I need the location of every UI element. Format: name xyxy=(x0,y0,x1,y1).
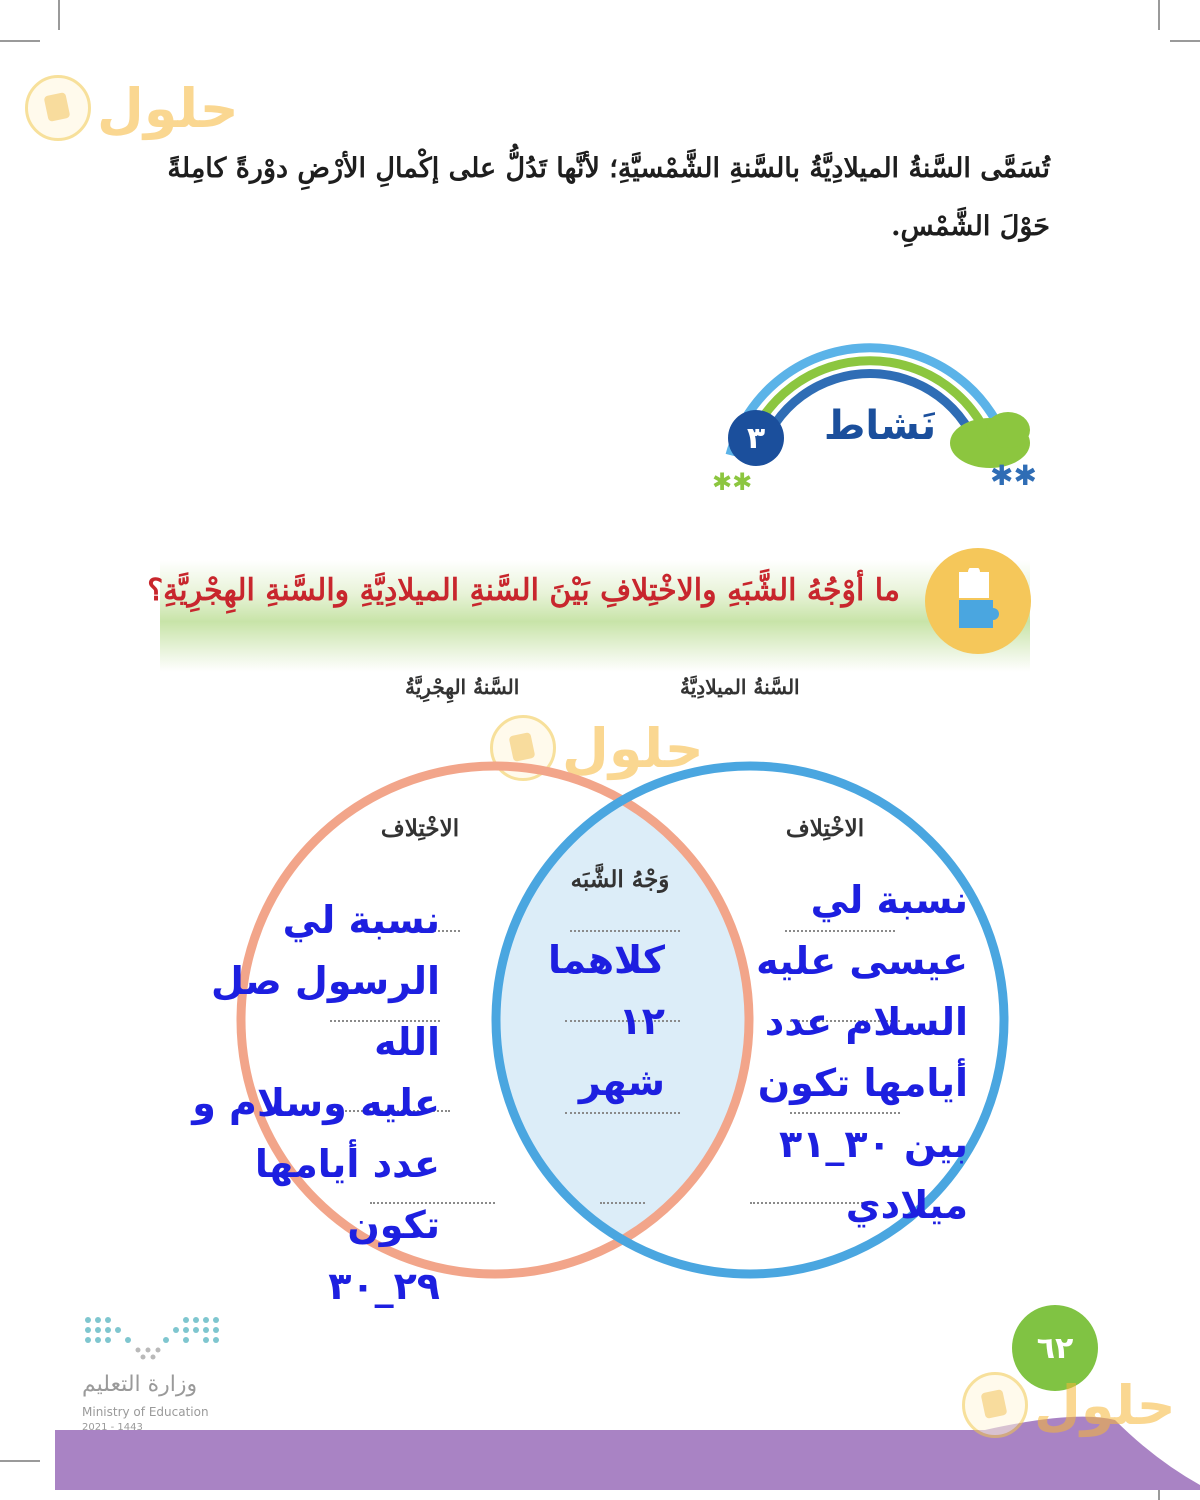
hijri-answer xyxy=(160,890,440,1317)
writing-line xyxy=(600,1202,645,1204)
watermark-text: حلول xyxy=(1034,1373,1176,1437)
answer-line: نسبة لي xyxy=(282,898,440,942)
answer-line: نسبة لي xyxy=(810,878,968,922)
svg-text:✱✱: ✱✱ xyxy=(712,468,753,496)
ministry-year: 2021 - 1443 xyxy=(82,1422,143,1433)
intro-paragraph: تُسَمَّى السَّنةُ الميلادِيَّةُ بالسَّنةِ الشَّمْسيَّةِ؛ لأنَّها تَدُلُّ على إكْمالِ الأرْضِ دوْرةً كامِلةً حَوْلَ الشَّمْسِ. xyxy=(167,153,1050,242)
activity-number-badge: ٣ xyxy=(728,410,784,466)
answer-line: ميلادي xyxy=(845,1183,968,1227)
answer-line: الرسول صل الله xyxy=(211,959,440,1064)
answer-line: السلام عدد xyxy=(764,1000,968,1044)
watermark xyxy=(962,1372,1176,1438)
watermark-text: حلول xyxy=(562,716,704,780)
left-difference-heading: الاخْتِلاف xyxy=(380,815,460,842)
watermark-logo-icon xyxy=(962,1372,1028,1438)
ministry-english: Ministry of Education xyxy=(82,1405,209,1419)
ministry-logo-icon xyxy=(82,1312,222,1362)
hijri-year-label: السَّنةُ الهِجْرِيَّةُ xyxy=(405,675,520,699)
gregorian-year-label: السَّنةُ الميلادِيَّةُ xyxy=(680,675,800,699)
answer-line: شهر xyxy=(578,1060,665,1104)
ministry-arabic: وزارة التعليم xyxy=(82,1372,198,1397)
answer-line: ١٢ xyxy=(618,999,665,1043)
similarity-answer xyxy=(540,930,665,1113)
similarity-heading: وَجْهُ الشَّبَه xyxy=(570,866,670,893)
right-difference-heading: الاخْتِلاف xyxy=(785,815,865,842)
activity-title: نَشاط xyxy=(823,403,937,449)
answer-line: كلاهما xyxy=(547,938,665,982)
answer-line: عيسى عليه xyxy=(756,939,968,983)
page-number: ٦٢ xyxy=(1012,1305,1098,1391)
answer-line: بين ٣٠_٣١ xyxy=(779,1122,968,1166)
answer-line: عليه وسلام و xyxy=(192,1081,440,1125)
answer-line: ٢٩_٣٠ xyxy=(328,1264,440,1308)
watermark-text: حلول xyxy=(97,76,239,140)
gregorian-answer xyxy=(740,870,968,1236)
answer-line: أيامها تكون xyxy=(757,1061,968,1105)
question-text: ما أوْجُهُ الشَّبَهِ والاخْتِلافِ بَيْنَ السَّنةِ الميلادِيَّةِ والسَّنةِ الهِجْرِيَّةِ؟ xyxy=(147,573,900,608)
answer-line: عدد أيامها تكون xyxy=(254,1142,440,1247)
svg-text:✱✱: ✱✱ xyxy=(990,459,1037,492)
